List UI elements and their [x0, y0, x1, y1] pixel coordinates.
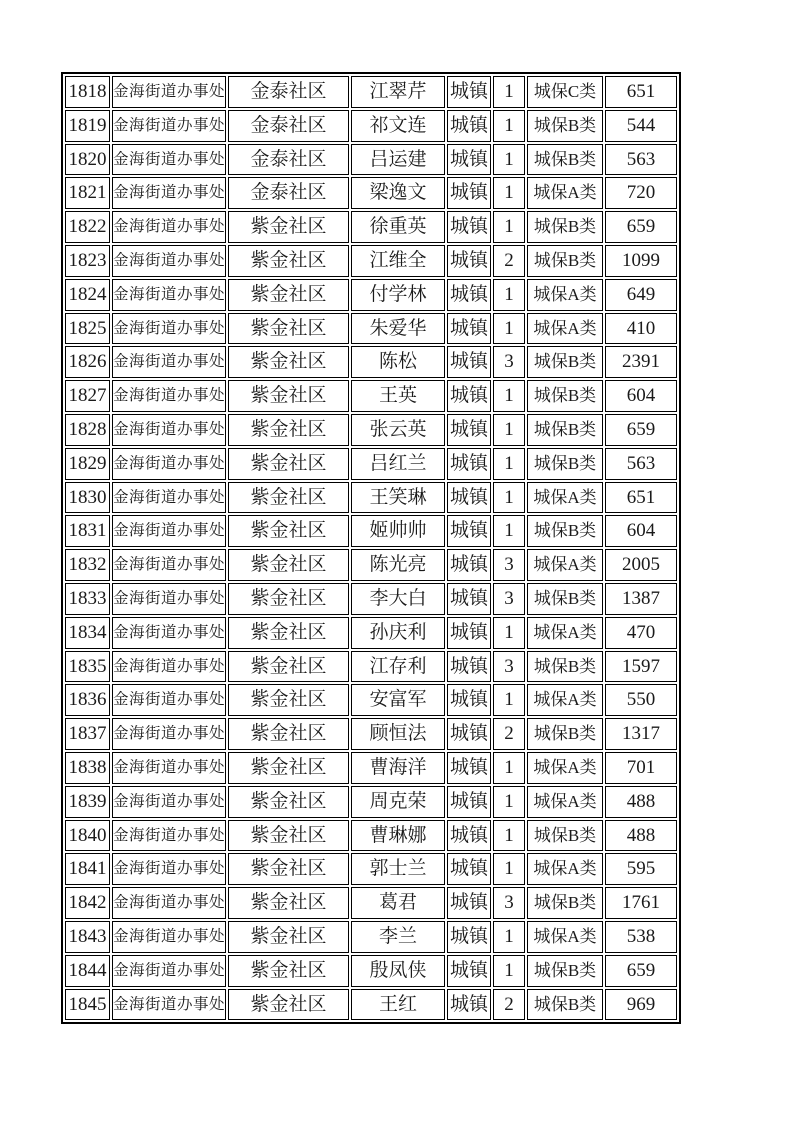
cell-community: 紫金社区 — [228, 245, 349, 277]
cell-residence: 城镇 — [447, 313, 491, 345]
cell-seq: 1831 — [65, 515, 110, 547]
cell-count: 1 — [493, 684, 525, 716]
cell-seq: 1819 — [65, 110, 110, 142]
cell-community: 紫金社区 — [228, 583, 349, 615]
cell-office: 金海街道办事处 — [112, 346, 226, 378]
cell-amount: 720 — [605, 177, 677, 209]
cell-category: 城保A类 — [527, 684, 603, 716]
cell-count: 1 — [493, 853, 525, 885]
cell-amount: 604 — [605, 515, 677, 547]
cell-community: 紫金社区 — [228, 211, 349, 243]
cell-seq: 1824 — [65, 279, 110, 311]
cell-seq: 1828 — [65, 414, 110, 446]
cell-count: 1 — [493, 448, 525, 480]
table-row — [65, 989, 677, 1021]
cell-residence: 城镇 — [447, 989, 491, 1021]
cell-amount: 488 — [605, 786, 677, 818]
table-row — [65, 853, 677, 885]
cell-count: 1 — [493, 380, 525, 412]
cell-office: 金海街道办事处 — [112, 955, 226, 987]
cell-office: 金海街道办事处 — [112, 583, 226, 615]
cell-office: 金海街道办事处 — [112, 211, 226, 243]
cell-office: 金海街道办事处 — [112, 921, 226, 953]
cell-office: 金海街道办事处 — [112, 820, 226, 852]
cell-category: 城保B类 — [527, 651, 603, 683]
cell-name: 江翠芹 — [351, 76, 445, 108]
cell-category: 城保B类 — [527, 820, 603, 852]
cell-community: 紫金社区 — [228, 515, 349, 547]
cell-office: 金海街道办事处 — [112, 76, 226, 108]
cell-seq: 1833 — [65, 583, 110, 615]
cell-office: 金海街道办事处 — [112, 414, 226, 446]
cell-residence: 城镇 — [447, 76, 491, 108]
cell-amount: 651 — [605, 482, 677, 514]
cell-community: 紫金社区 — [228, 820, 349, 852]
cell-office: 金海街道办事处 — [112, 110, 226, 142]
cell-community: 紫金社区 — [228, 549, 349, 581]
cell-amount: 1761 — [605, 887, 677, 919]
table-row — [65, 177, 677, 209]
cell-residence: 城镇 — [447, 718, 491, 750]
cell-name: 陈光亮 — [351, 549, 445, 581]
cell-count: 1 — [493, 177, 525, 209]
cell-amount: 659 — [605, 211, 677, 243]
cell-residence: 城镇 — [447, 617, 491, 649]
cell-name: 李兰 — [351, 921, 445, 953]
cell-name: 葛君 — [351, 887, 445, 919]
table-row — [65, 76, 677, 108]
cell-residence: 城镇 — [447, 549, 491, 581]
cell-office: 金海街道办事处 — [112, 279, 226, 311]
cell-residence: 城镇 — [447, 820, 491, 852]
cell-residence: 城镇 — [447, 211, 491, 243]
cell-count: 1 — [493, 482, 525, 514]
cell-community: 紫金社区 — [228, 313, 349, 345]
cell-name: 王笑琳 — [351, 482, 445, 514]
cell-amount: 604 — [605, 380, 677, 412]
cell-office: 金海街道办事处 — [112, 887, 226, 919]
cell-community: 紫金社区 — [228, 380, 349, 412]
cell-category: 城保A类 — [527, 177, 603, 209]
cell-community: 紫金社区 — [228, 989, 349, 1021]
cell-category: 城保A类 — [527, 313, 603, 345]
table-row — [65, 752, 677, 784]
cell-name: 江存利 — [351, 651, 445, 683]
table-row — [65, 820, 677, 852]
cell-amount: 488 — [605, 820, 677, 852]
cell-name: 曹琳娜 — [351, 820, 445, 852]
cell-count: 1 — [493, 211, 525, 243]
cell-category: 城保B类 — [527, 144, 603, 176]
cell-residence: 城镇 — [447, 279, 491, 311]
cell-count: 1 — [493, 144, 525, 176]
table-row — [65, 651, 677, 683]
cell-seq: 1840 — [65, 820, 110, 852]
cell-community: 紫金社区 — [228, 684, 349, 716]
cell-office: 金海街道办事处 — [112, 989, 226, 1021]
cell-seq: 1818 — [65, 76, 110, 108]
benefits-table — [61, 72, 681, 1024]
cell-count: 2 — [493, 718, 525, 750]
table-row — [65, 346, 677, 378]
cell-name: 姬帅帅 — [351, 515, 445, 547]
cell-community: 紫金社区 — [228, 752, 349, 784]
cell-count: 1 — [493, 955, 525, 987]
cell-count: 1 — [493, 76, 525, 108]
cell-residence: 城镇 — [447, 651, 491, 683]
cell-name: 曹海洋 — [351, 752, 445, 784]
cell-seq: 1839 — [65, 786, 110, 818]
cell-count: 1 — [493, 617, 525, 649]
cell-name: 孙庆利 — [351, 617, 445, 649]
cell-community: 金泰社区 — [228, 177, 349, 209]
cell-seq: 1827 — [65, 380, 110, 412]
cell-office: 金海街道办事处 — [112, 786, 226, 818]
cell-category: 城保B类 — [527, 583, 603, 615]
cell-office: 金海街道办事处 — [112, 482, 226, 514]
cell-residence: 城镇 — [447, 414, 491, 446]
cell-seq: 1836 — [65, 684, 110, 716]
cell-amount: 2005 — [605, 549, 677, 581]
cell-residence: 城镇 — [447, 110, 491, 142]
cell-count: 1 — [493, 786, 525, 818]
cell-seq: 1843 — [65, 921, 110, 953]
cell-residence: 城镇 — [447, 583, 491, 615]
cell-community: 金泰社区 — [228, 76, 349, 108]
cell-count: 1 — [493, 279, 525, 311]
table-row — [65, 684, 677, 716]
table-row — [65, 549, 677, 581]
cell-name: 付学林 — [351, 279, 445, 311]
cell-seq: 1837 — [65, 718, 110, 750]
cell-community: 紫金社区 — [228, 955, 349, 987]
cell-count: 3 — [493, 887, 525, 919]
cell-amount: 470 — [605, 617, 677, 649]
cell-amount: 544 — [605, 110, 677, 142]
cell-seq: 1838 — [65, 752, 110, 784]
cell-seq: 1834 — [65, 617, 110, 649]
cell-category: 城保B类 — [527, 989, 603, 1021]
cell-residence: 城镇 — [447, 853, 491, 885]
table-row — [65, 448, 677, 480]
cell-category: 城保A类 — [527, 549, 603, 581]
cell-count: 1 — [493, 110, 525, 142]
cell-name: 殷凤侠 — [351, 955, 445, 987]
cell-name: 李大白 — [351, 583, 445, 615]
cell-community: 紫金社区 — [228, 887, 349, 919]
cell-count: 1 — [493, 515, 525, 547]
cell-community: 紫金社区 — [228, 853, 349, 885]
cell-amount: 563 — [605, 144, 677, 176]
cell-count: 2 — [493, 989, 525, 1021]
cell-residence: 城镇 — [447, 515, 491, 547]
cell-name: 陈松 — [351, 346, 445, 378]
cell-residence: 城镇 — [447, 921, 491, 953]
cell-seq: 1826 — [65, 346, 110, 378]
cell-count: 1 — [493, 820, 525, 852]
cell-amount: 659 — [605, 955, 677, 987]
cell-category: 城保B类 — [527, 448, 603, 480]
table-row — [65, 515, 677, 547]
cell-count: 3 — [493, 549, 525, 581]
cell-office: 金海街道办事处 — [112, 313, 226, 345]
cell-seq: 1822 — [65, 211, 110, 243]
table-row — [65, 245, 677, 277]
cell-community: 紫金社区 — [228, 346, 349, 378]
table-row — [65, 887, 677, 919]
cell-count: 1 — [493, 921, 525, 953]
cell-seq: 1825 — [65, 313, 110, 345]
cell-category: 城保A类 — [527, 482, 603, 514]
cell-name: 安富军 — [351, 684, 445, 716]
cell-amount: 1387 — [605, 583, 677, 615]
cell-name: 祁文连 — [351, 110, 445, 142]
cell-category: 城保B类 — [527, 515, 603, 547]
cell-office: 金海街道办事处 — [112, 651, 226, 683]
table-row — [65, 718, 677, 750]
cell-name: 郭士兰 — [351, 853, 445, 885]
cell-seq: 1835 — [65, 651, 110, 683]
cell-residence: 城镇 — [447, 346, 491, 378]
table-row — [65, 583, 677, 615]
table-row — [65, 279, 677, 311]
cell-name: 王英 — [351, 380, 445, 412]
cell-amount: 410 — [605, 313, 677, 345]
cell-seq: 1841 — [65, 853, 110, 885]
cell-seq: 1821 — [65, 177, 110, 209]
cell-amount: 701 — [605, 752, 677, 784]
benefits-table-grid — [61, 72, 681, 1024]
cell-seq: 1820 — [65, 144, 110, 176]
cell-community: 金泰社区 — [228, 144, 349, 176]
cell-residence: 城镇 — [447, 786, 491, 818]
cell-community: 紫金社区 — [228, 279, 349, 311]
cell-category: 城保A类 — [527, 617, 603, 649]
cell-community: 紫金社区 — [228, 921, 349, 953]
cell-name: 梁逸文 — [351, 177, 445, 209]
cell-category: 城保B类 — [527, 955, 603, 987]
cell-name: 朱爱华 — [351, 313, 445, 345]
cell-seq: 1823 — [65, 245, 110, 277]
table-row — [65, 211, 677, 243]
cell-seq: 1830 — [65, 482, 110, 514]
cell-community: 金泰社区 — [228, 110, 349, 142]
cell-category: 城保A类 — [527, 279, 603, 311]
cell-amount: 2391 — [605, 346, 677, 378]
cell-category: 城保B类 — [527, 245, 603, 277]
cell-amount: 1099 — [605, 245, 677, 277]
cell-amount: 659 — [605, 414, 677, 446]
cell-office: 金海街道办事处 — [112, 177, 226, 209]
cell-category: 城保B类 — [527, 346, 603, 378]
cell-seq: 1832 — [65, 549, 110, 581]
cell-community: 紫金社区 — [228, 617, 349, 649]
cell-amount: 651 — [605, 76, 677, 108]
cell-community: 紫金社区 — [228, 414, 349, 446]
cell-count: 2 — [493, 245, 525, 277]
cell-category: 城保A类 — [527, 853, 603, 885]
cell-category: 城保C类 — [527, 76, 603, 108]
table-row — [65, 144, 677, 176]
cell-amount: 1317 — [605, 718, 677, 750]
cell-office: 金海街道办事处 — [112, 515, 226, 547]
table-row — [65, 482, 677, 514]
cell-seq: 1844 — [65, 955, 110, 987]
table-row — [65, 110, 677, 142]
cell-office: 金海街道办事处 — [112, 380, 226, 412]
cell-category: 城保B类 — [527, 414, 603, 446]
cell-office: 金海街道办事处 — [112, 549, 226, 581]
cell-community: 紫金社区 — [228, 482, 349, 514]
cell-amount: 563 — [605, 448, 677, 480]
cell-office: 金海街道办事处 — [112, 617, 226, 649]
cell-name: 吕红兰 — [351, 448, 445, 480]
cell-name: 江维全 — [351, 245, 445, 277]
cell-residence: 城镇 — [447, 245, 491, 277]
cell-seq: 1845 — [65, 989, 110, 1021]
cell-office: 金海街道办事处 — [112, 144, 226, 176]
table-row — [65, 955, 677, 987]
cell-residence: 城镇 — [447, 955, 491, 987]
cell-community: 紫金社区 — [228, 651, 349, 683]
cell-category: 城保A类 — [527, 921, 603, 953]
cell-residence: 城镇 — [447, 684, 491, 716]
cell-name: 周克荣 — [351, 786, 445, 818]
cell-office: 金海街道办事处 — [112, 245, 226, 277]
cell-count: 1 — [493, 752, 525, 784]
cell-category: 城保B类 — [527, 718, 603, 750]
cell-office: 金海街道办事处 — [112, 684, 226, 716]
cell-community: 紫金社区 — [228, 786, 349, 818]
table-row — [65, 313, 677, 345]
table-row — [65, 786, 677, 818]
cell-count: 3 — [493, 583, 525, 615]
cell-count: 1 — [493, 414, 525, 446]
cell-residence: 城镇 — [447, 380, 491, 412]
cell-residence: 城镇 — [447, 177, 491, 209]
cell-residence: 城镇 — [447, 887, 491, 919]
cell-residence: 城镇 — [447, 144, 491, 176]
cell-amount: 649 — [605, 279, 677, 311]
cell-amount: 969 — [605, 989, 677, 1021]
cell-category: 城保B类 — [527, 380, 603, 412]
cell-name: 张云英 — [351, 414, 445, 446]
cell-amount: 1597 — [605, 651, 677, 683]
cell-residence: 城镇 — [447, 752, 491, 784]
cell-office: 金海街道办事处 — [112, 448, 226, 480]
cell-amount: 550 — [605, 684, 677, 716]
cell-name: 吕运建 — [351, 144, 445, 176]
cell-name: 顾恒法 — [351, 718, 445, 750]
cell-count: 1 — [493, 313, 525, 345]
cell-seq: 1829 — [65, 448, 110, 480]
cell-office: 金海街道办事处 — [112, 853, 226, 885]
cell-residence: 城镇 — [447, 482, 491, 514]
cell-category: 城保B类 — [527, 211, 603, 243]
table-row — [65, 617, 677, 649]
cell-count: 3 — [493, 346, 525, 378]
cell-office: 金海街道办事处 — [112, 752, 226, 784]
cell-name: 徐重英 — [351, 211, 445, 243]
cell-category: 城保A类 — [527, 752, 603, 784]
cell-office: 金海街道办事处 — [112, 718, 226, 750]
cell-community: 紫金社区 — [228, 448, 349, 480]
cell-residence: 城镇 — [447, 448, 491, 480]
cell-amount: 538 — [605, 921, 677, 953]
cell-category: 城保B类 — [527, 887, 603, 919]
cell-count: 3 — [493, 651, 525, 683]
cell-community: 紫金社区 — [228, 718, 349, 750]
table-row — [65, 414, 677, 446]
cell-name: 王红 — [351, 989, 445, 1021]
cell-amount: 595 — [605, 853, 677, 885]
table-row — [65, 380, 677, 412]
table-row — [65, 921, 677, 953]
cell-category: 城保A类 — [527, 786, 603, 818]
cell-seq: 1842 — [65, 887, 110, 919]
cell-category: 城保B类 — [527, 110, 603, 142]
